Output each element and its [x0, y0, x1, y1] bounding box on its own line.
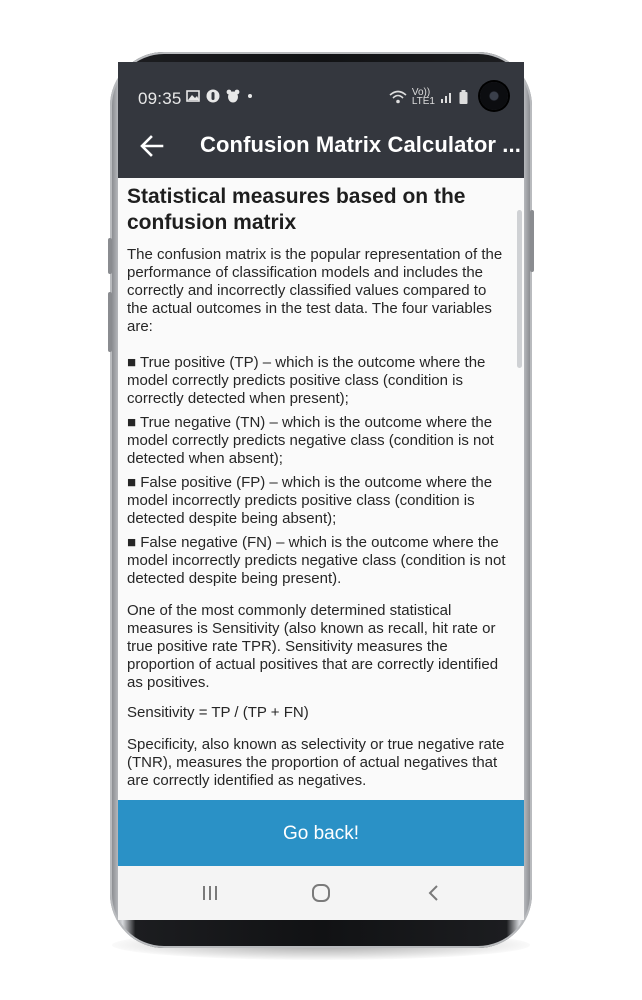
- record-icon: [206, 89, 220, 103]
- variables-list: [127, 354, 510, 588]
- list-item-fn: ■ False negative (FN) – which is the outcome where the model incorrectly predicts negative class (condition is not detected despite being present).: [127, 534, 506, 587]
- app-bar: [118, 114, 524, 178]
- list-item-tn: ■ True negative (TN) – which is the outcome where the model correctly predicts negative class (condition is not detected when absent);: [127, 414, 494, 467]
- section-heading: Statistical measures based on the confusion matrix: [127, 185, 466, 234]
- system-nav-bar: [118, 866, 524, 920]
- signal-icon: [440, 91, 454, 103]
- notification-icons: [186, 89, 254, 103]
- battery-icon: [459, 90, 468, 104]
- gallery-icon: [186, 90, 200, 102]
- go-back-button[interactable]: Go back!: [118, 800, 524, 866]
- back-arrow-icon[interactable]: [138, 132, 166, 160]
- status-right-icons: [389, 88, 468, 106]
- content-scroll-area[interactable]: [118, 178, 524, 800]
- network-label: [412, 88, 435, 106]
- intro-paragraph: The confusion matrix is the popular representation of the performance of classification models and includes the correctly and incorrectly classified values compared to the actual outcomes in the test data. The four variables are:: [127, 246, 503, 335]
- scrollbar[interactable]: [517, 210, 522, 368]
- network-label-bottom: LTE1: [411, 96, 435, 107]
- volume-down-button: [108, 292, 112, 352]
- volume-up-button: [108, 238, 112, 274]
- home-button[interactable]: [291, 866, 351, 920]
- back-nav-button[interactable]: [404, 866, 464, 920]
- page-title: Confusion Matrix Calculator ...: [200, 132, 521, 157]
- recent-apps-icon: [201, 885, 219, 901]
- recent-apps-button[interactable]: [180, 866, 240, 920]
- sensitivity-paragraph: One of the most commonly determined statistical measures is Sensitivity (also known as recall, hit rate or true positive rate TPR). Sensitivity measures the proportion of actual positives that are correctly identified as positives.: [127, 602, 499, 691]
- bear-icon: [226, 89, 240, 103]
- chevron-left-icon: [427, 884, 441, 902]
- home-icon: [311, 883, 331, 903]
- dot-icon: [246, 92, 254, 100]
- power-button: [530, 210, 534, 272]
- specificity-paragraph: Specificity, also known as selectivity or true negative rate (TNR), measures the proportion of actual negatives that are correctly identified as negatives.: [127, 736, 505, 789]
- list-item-tp: ■ True positive (TP) – which is the outcome where the model correctly predicts positive class (condition is correctly detected when present);: [127, 354, 486, 407]
- list-item-fp: ■ False positive (FP) – which is the outcome where the model incorrectly predicts positive class (condition is detected despite being absent);: [127, 474, 493, 527]
- wifi-icon: [389, 90, 407, 104]
- sensitivity-formula: Sensitivity = TP / (TP + FN): [127, 704, 309, 721]
- phone-screen: [118, 62, 524, 920]
- status-time: 09:35: [138, 89, 182, 108]
- network-label-top: Vo)): [411, 87, 431, 98]
- front-camera: [480, 82, 508, 110]
